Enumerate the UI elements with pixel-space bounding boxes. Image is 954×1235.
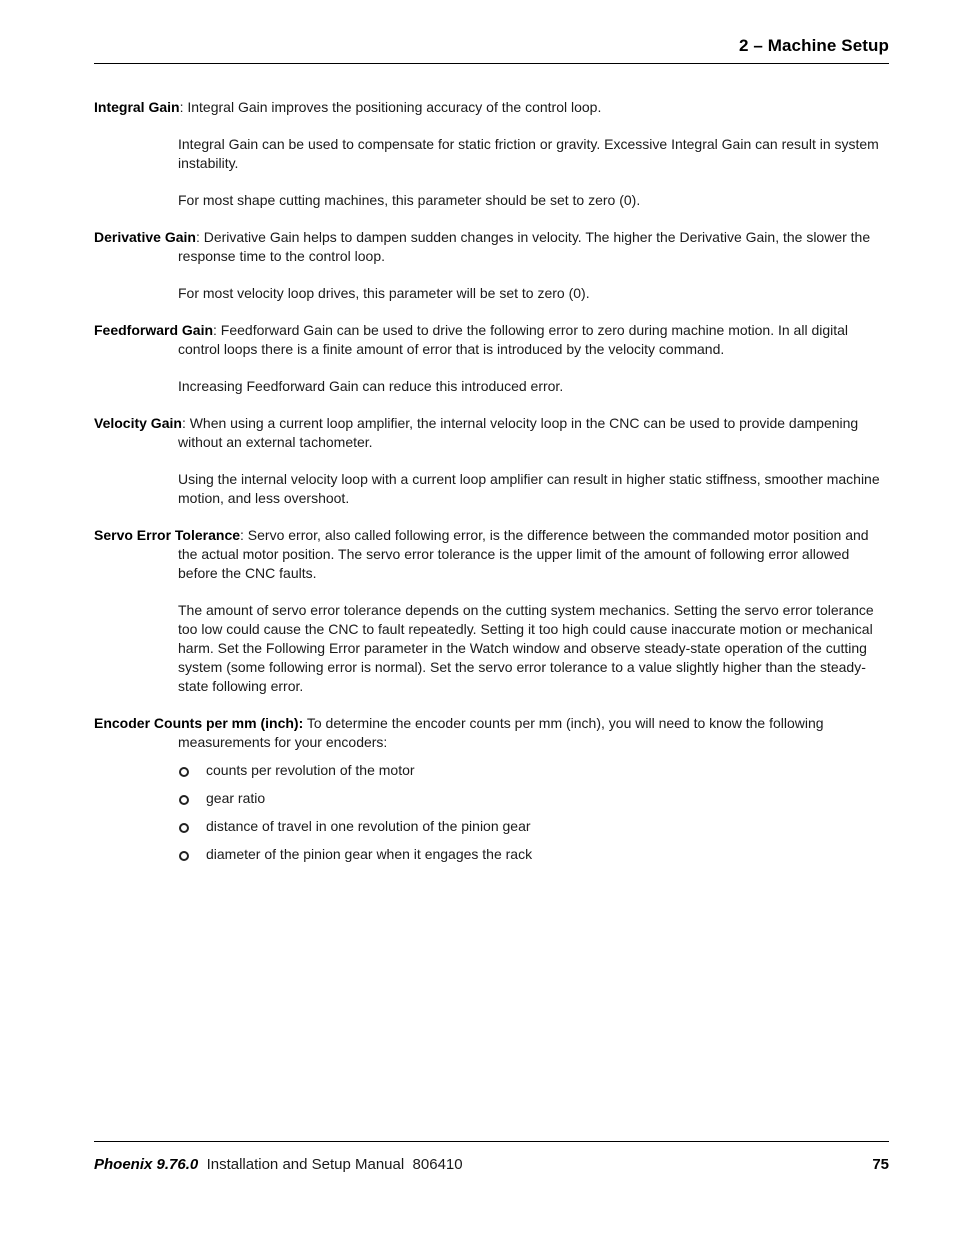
circle-bullet-icon [179,823,189,833]
page-content [94,98,889,882]
list-item-text: gear ratio [206,790,266,806]
entry-velocity-gain [94,414,889,508]
bullet-list [94,761,889,864]
chapter-title: 2 – Machine Setup [738,36,889,55]
entry-integral-gain [94,98,889,210]
part-number: 806410 [412,1156,463,1173]
product-name: Phoenix 9.76.0 [94,1156,199,1173]
term: Encoder Counts per mm (inch): [94,715,304,731]
term-line [94,321,889,359]
list-item [178,761,889,780]
entry-servo-error-tolerance [94,526,889,696]
term: Derivative Gain [94,229,196,245]
list-item-text: counts per revolution of the motor [206,762,415,778]
page-header [94,36,889,64]
term-description: : Feedforward Gain can be used to drive the following error to zero during machine motion. In all digital control loops there is a finite amount of error that is introduced by the velocity command. [178,322,849,357]
paragraph: For most velocity loop drives, this parameter will be set to zero (0). [178,285,590,301]
term-line [94,526,889,583]
list-item [178,789,889,808]
list-item [178,817,889,836]
term-description: : When using a current loop amplifier, the internal velocity loop in the CNC can be used to provide dampening without an external tachometer. [178,415,859,450]
list-item-text: distance of travel in one revolution of the pinion gear [206,818,531,834]
circle-bullet-icon [179,795,189,805]
paragraph: Increasing Feedforward Gain can reduce this introduced error. [178,378,564,394]
term-line [94,228,889,266]
term-description: To determine the encoder counts per mm (inch), you will need to know the following measurements for your encoders: [178,715,824,750]
term-description: : Servo error, also called following error, is the difference between the commanded motor position and the actual motor position. The servo error tolerance is the upper limit of the amount of following error allowed before the CNC faults. [178,527,869,581]
term-description: : Derivative Gain helps to dampen sudden changes in velocity. The higher the Derivative Gain, the slower the response time to the control loop. [178,229,871,264]
paragraph: Using the internal velocity loop with a current loop amplifier can result in higher static stiffness, smoother machine motion, and less overshoot. [178,471,880,506]
list-item [178,845,889,864]
page-footer [94,1141,889,1173]
entry-encoder-counts [94,714,889,864]
term-description: : Integral Gain improves the positioning accuracy of the control loop. [179,99,602,115]
term: Servo Error Tolerance [94,527,241,543]
paragraph: Integral Gain can be used to compensate for static friction or gravity. Excessive Integral Gain can result in system instability. [178,136,879,171]
page-number: 75 [872,1156,889,1173]
term: Integral Gain [94,99,180,115]
term: Velocity Gain [94,415,182,431]
circle-bullet-icon [179,851,189,861]
paragraph: The amount of servo error tolerance depends on the cutting system mechanics. Setting the servo error tolerance too low could cause the CNC to fault repeatedly. Setting it too high could cause inaccurate motion or mechanical harm. Set the Following Error parameter in the Watch window and observe steady-state operation of the cutting system (some following error is normal). Set the servo error tolerance to a value slightly higher than the steady-state following error. [178,602,874,694]
term-line [94,98,889,117]
manual-title: Installation and Setup Manual [206,1156,405,1173]
list-item-text: diameter of the pinion gear when it engages the rack [206,846,533,862]
entry-feedforward-gain [94,321,889,396]
entry-derivative-gain [94,228,889,303]
paragraph: For most shape cutting machines, this parameter should be set to zero (0). [178,192,641,208]
term: Feedforward Gain [94,322,214,338]
term-line [94,714,889,752]
term-line [94,414,889,452]
circle-bullet-icon [179,767,189,777]
